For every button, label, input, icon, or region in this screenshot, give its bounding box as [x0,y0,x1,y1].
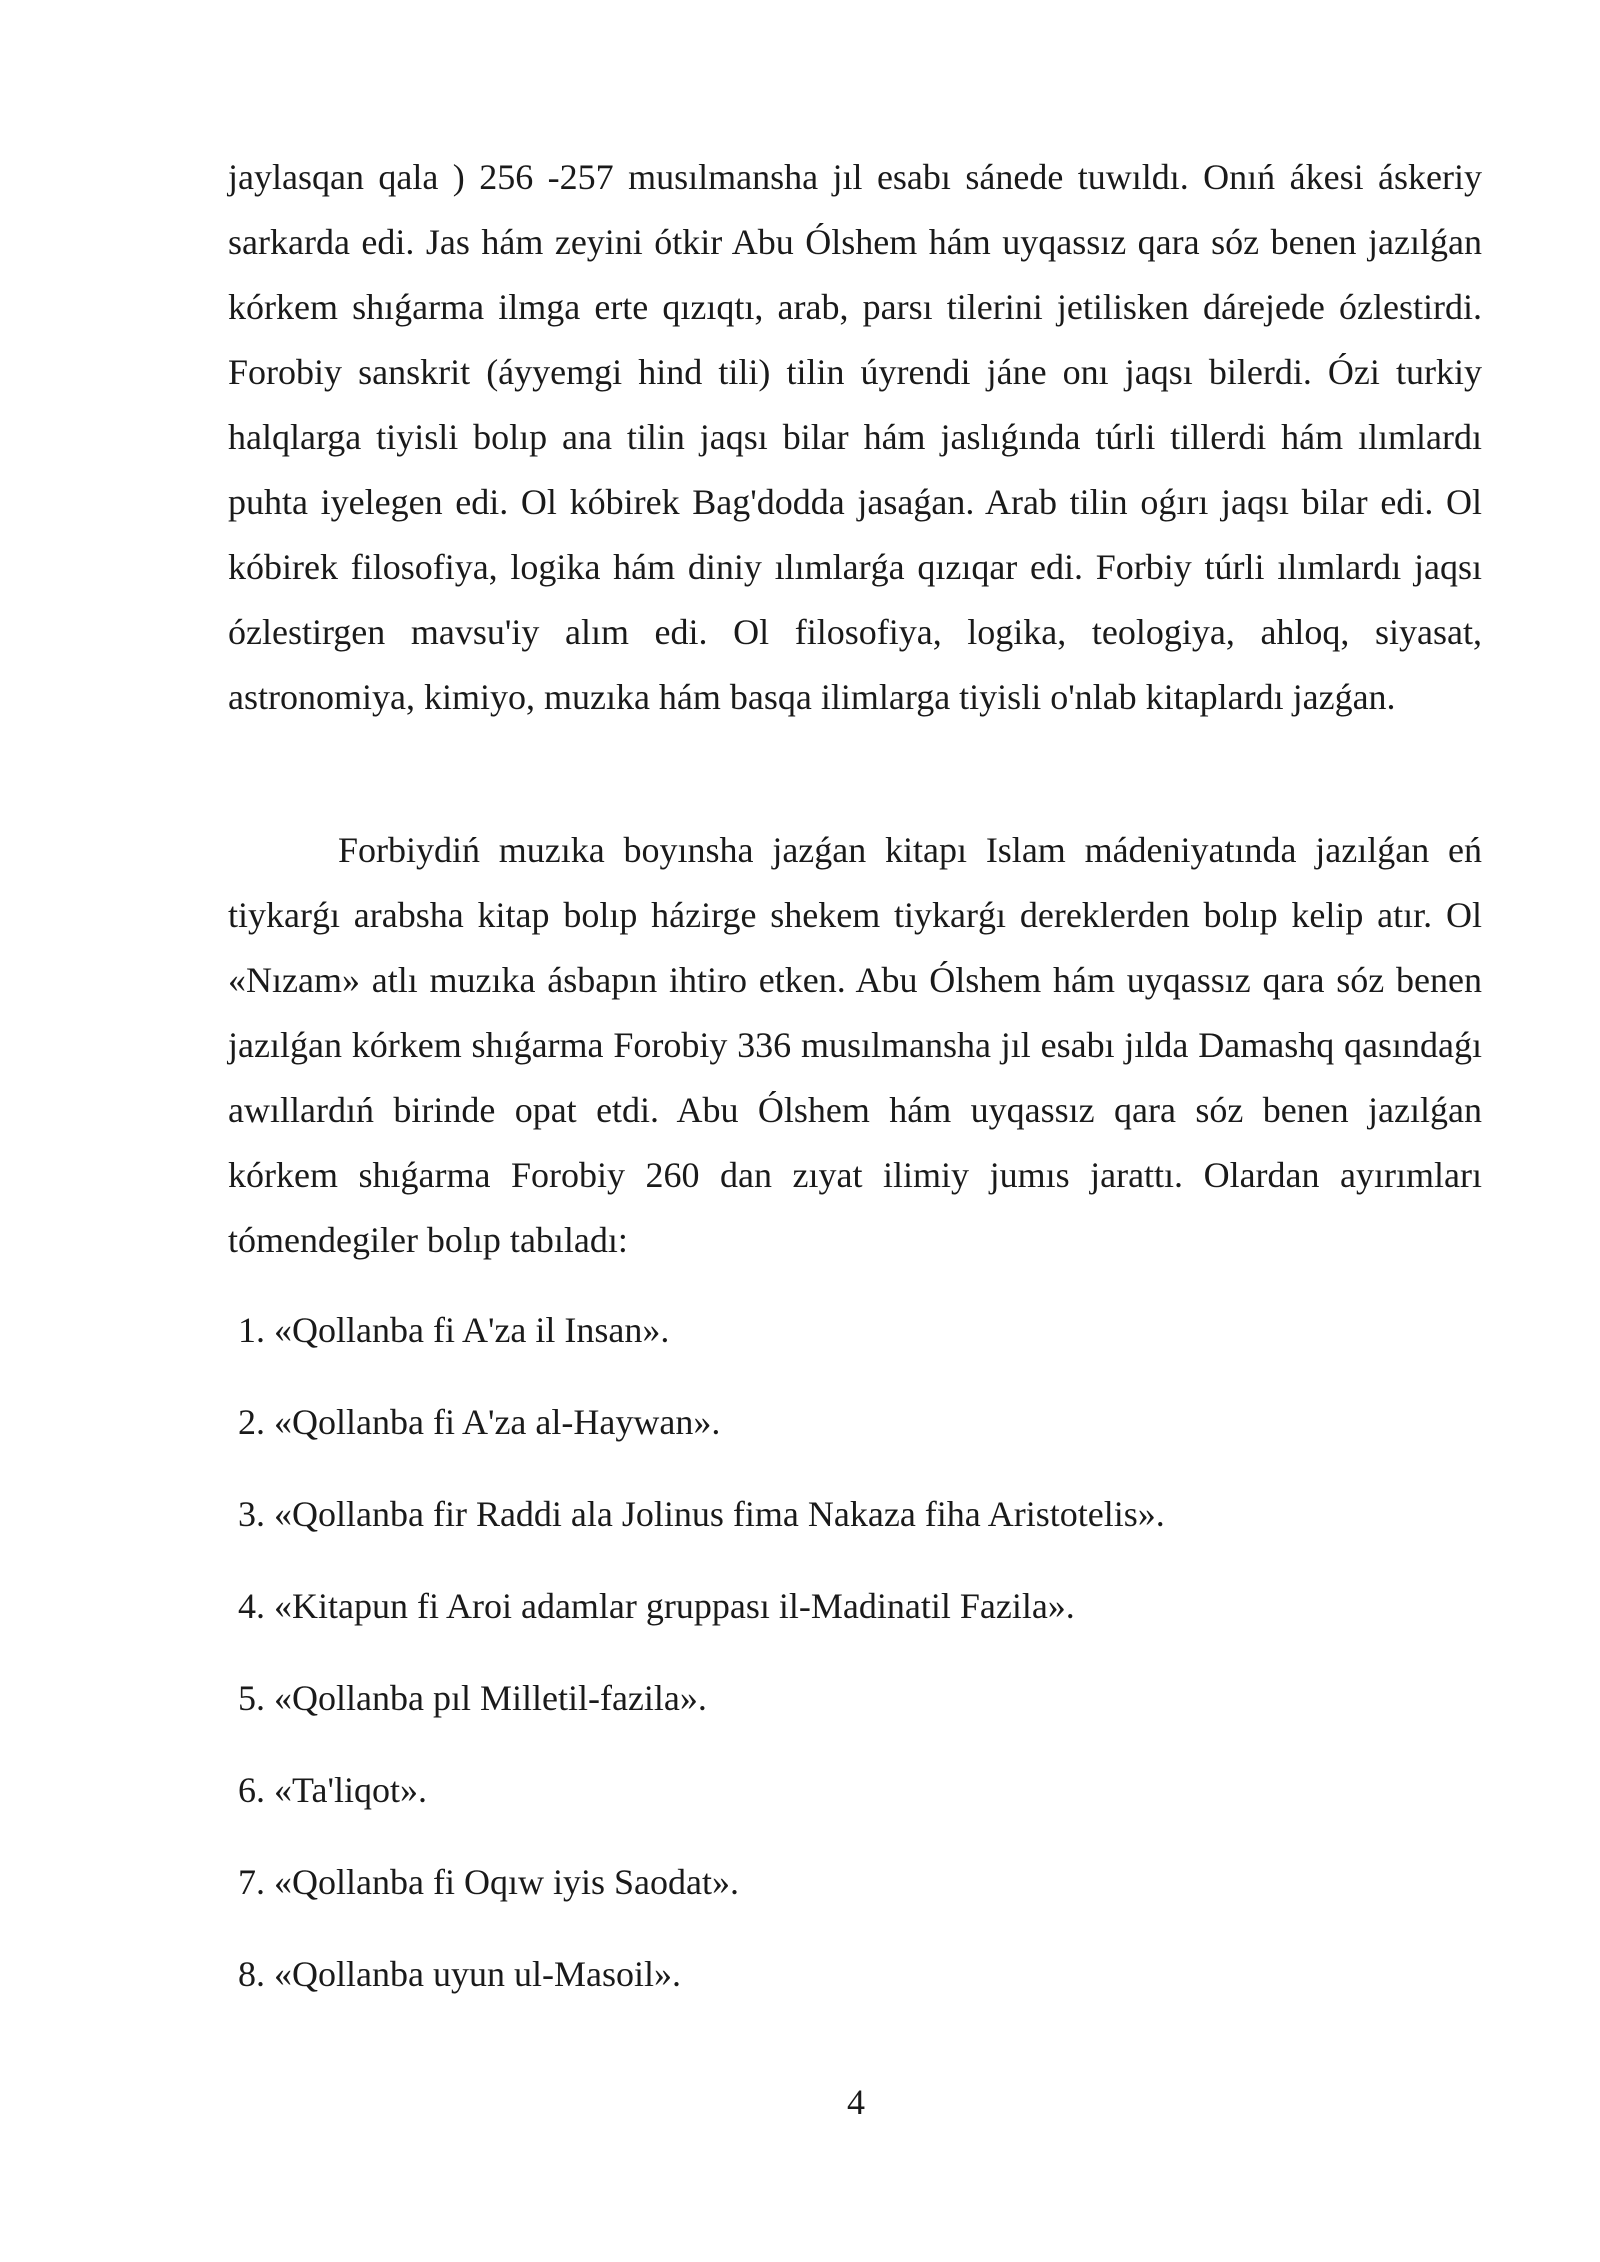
list-item: 3. «Qollanba fir Raddi ala Jolinus fima Nakaza fiha Aristotelis». [238,1494,1165,1534]
list-item: 5. «Qollanba pıl Milletil-fazila». [238,1678,707,1718]
list-item: 7. «Qollanba fi Oqıw iyis Saodat». [238,1862,739,1902]
list-item: 6. «Ta'liqot». [238,1770,427,1810]
paragraph-1: jaylasqan qala ) 256 -257 musılmansha jıl esabı sánede tuwıldı. Onıń ákesi áskeriy sarkarda edi. Jas hám zeyini ótkir Abu Ólshem hám uyqassız qara sóz benen jazılǵan kórkem shıǵarma ilmga erte qızıqtı, arab, parsı tilerini jetilisken dárejede ózlestirdi. Forobiy sanskrit (áyyemgi hind tili) tilin úyrendi jáne onı jaqsı bilerdi. Ózi turkiy halqlarga tiyisli bolıp ana tilin jaqsı bilar hám jaslıǵında túrli tillerdi hám ılımlardı puhta iyelegen edi. Ol kóbirek Bag'dodda jasaǵan. Arab tilin oǵırı jaqsı bilar edi. Ol kóbirek filosofiya, logika hám diniy ılımlarǵa qızıqar edi. Forbiy túrli ılımlardı jaqsı ózlestirgen mavsu'iy alım edi. Ol filosofiya, logika, teologiya, ahloq, siyasat, astronomiya, kimiyo, muzıka hám basqa ilimlarga tiyisli o'nlab kitaplardı jazǵan. [228,157,1482,717]
list-item: 8. «Qollanba uyun ul-Masoil». [238,1954,681,1994]
page-number: 4 [847,2082,865,2122]
paragraph-2: Forbiydiń muzıka boyınsha jazǵan kitapı Islam mádeniyatında jazılǵan eń tiykarǵı arabsha kitap bolıp házirge shekem tiykarǵı dereklerden bolıp kelip atır. Ol «Nızam» atlı muzıka ásbapın ihtiro etken. Abu Ólshem hám uyqassız qara sóz benen jazılǵan kórkem shıǵarma Forobiy 336 musılmansha jıl esabı jılda Damashq qasındaǵı awıllardıń birinde opat etdi. Abu Ólshem hám uyqassız qara sóz benen jazılǵan kórkem shıǵarma Forobiy 260 dan zıyat ilimiy jumıs jarattı. Olardan ayırımları tómendegiler bolıp tabıladı: [228,830,1482,1260]
list-item: 4. «Kitapun fi Aroi adamlar gruppası il-Madinatil Fazila». [238,1586,1075,1626]
list-item: 2. «Qollanba fi A'za al-Haywan». [238,1402,721,1442]
works-list [238,1298,1165,2034]
list-item: 1. «Qollanba fi A'za il Insan». [238,1310,670,1350]
